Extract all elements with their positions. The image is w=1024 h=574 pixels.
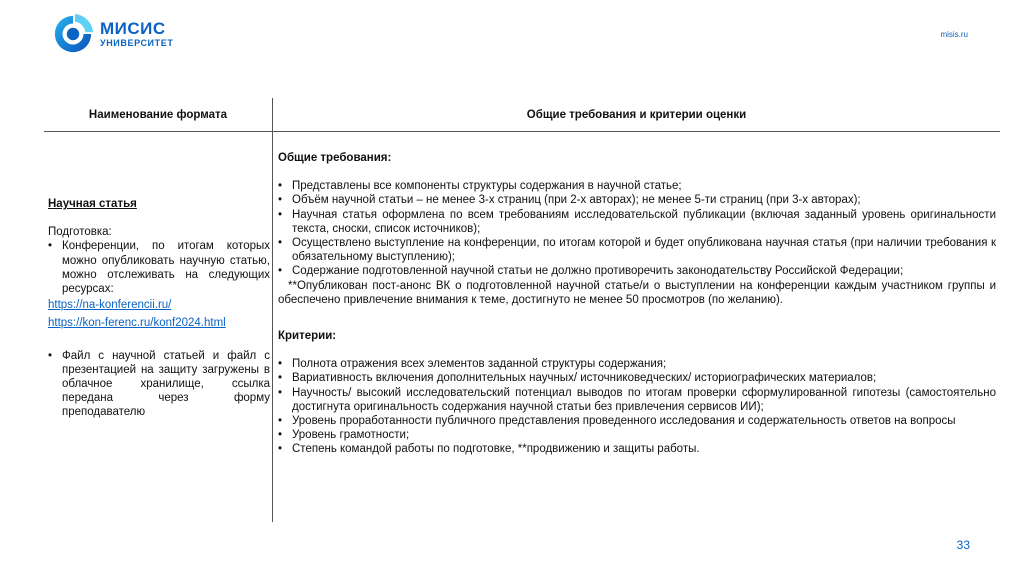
- criteria-item: • Степень командой работы по подготовке, **продвижению и защиты работы.: [278, 442, 996, 456]
- general-item: • Научная статья оформлена по всем требованиям исследовательской публикации (включая заданный уровень оригинальности текста, сноски, список источников);: [278, 208, 996, 236]
- misis-logo-icon: [52, 12, 94, 56]
- format-cell: [48, 197, 270, 420]
- prep-list: [48, 239, 270, 296]
- criteria-item: • Уровень грамотности;: [278, 428, 996, 442]
- table-column-divider: [272, 98, 273, 522]
- misis-logo[interactable]: [52, 12, 173, 56]
- criteria-item: • Вариативность включения дополнительных научных/ источниковедческих/ историографических материалов;: [278, 371, 996, 385]
- table-header-divider: [44, 131, 1000, 132]
- logo-title: МИСИС: [100, 19, 166, 38]
- page-number: 33: [956, 538, 970, 552]
- requirements-cell: [278, 151, 996, 457]
- criteria-title: Критерии:: [278, 330, 337, 343]
- prep-item-conferences: • Конференции, по итогам которых можно опубликовать научную статью, можно отслеживать на следующих ресурсах:: [48, 239, 270, 296]
- prep-item-upload: • Файл с научной статьей и файл с презентацией на защиту загружены в облачное хранилище, ссылка передана через форму преподавателю: [48, 349, 270, 420]
- vk-note: **Опубликован пост-анонс ВК о подготовленной научной статье/и о выступлении на конференции каждым участником группы и обеспечено привлечение внимания к теме, достигнуто не менее 50 просмотров (по желанию).: [278, 279, 996, 306]
- prep-label: Подготовка:: [48, 226, 112, 239]
- general-item: • Представлены все компоненты структуры содержания в научной статье;: [278, 179, 996, 193]
- header-format-name: Наименование формата: [88, 109, 228, 121]
- criteria-item: • Научность/ высокий исследовательский потенциал выводов по итогам проверки сформулированной гипотезы (самостоятельно достигнута оригинальность содержания научной статьи без привлечения сервисов ИИ);: [278, 386, 996, 414]
- link-na-konferencii[interactable]: https://na-konferencii.ru/: [48, 299, 172, 312]
- header-requirements: Общие требования и критерии оценки: [526, 109, 747, 121]
- site-link[interactable]: misis.ru: [940, 30, 968, 39]
- general-item: • Содержание подготовленной научной статьи не должно противоречить законодательству Российской Федерации;: [278, 264, 996, 278]
- criteria-list: [278, 357, 996, 456]
- general-title: Общие требования:: [278, 152, 392, 164]
- upload-list: [48, 349, 270, 420]
- logo-subtitle: УНИВЕРСИТЕТ: [100, 38, 174, 48]
- format-title: Научная статья: [48, 198, 137, 210]
- criteria-item: • Полнота отражения всех элементов заданной структуры содержания;: [278, 357, 996, 371]
- criteria-item: • Уровень проработанности публичного представления проведенного исследования и содержательность ответов на вопросы: [278, 414, 996, 428]
- general-item: • Осуществлено выступление на конференции, по итогам которой и будет опубликована научная статья (при наличии требования к обязательному выступлению);: [278, 236, 996, 264]
- general-list: [278, 179, 996, 278]
- general-item: • Объём научной статьи – не менее 3-х страниц (при 2-х авторах); не менее 5-ти страниц (при 3-х авторах);: [278, 193, 996, 207]
- link-kon-ferenc[interactable]: https://kon-ferenc.ru/konf2024.html: [48, 317, 226, 330]
